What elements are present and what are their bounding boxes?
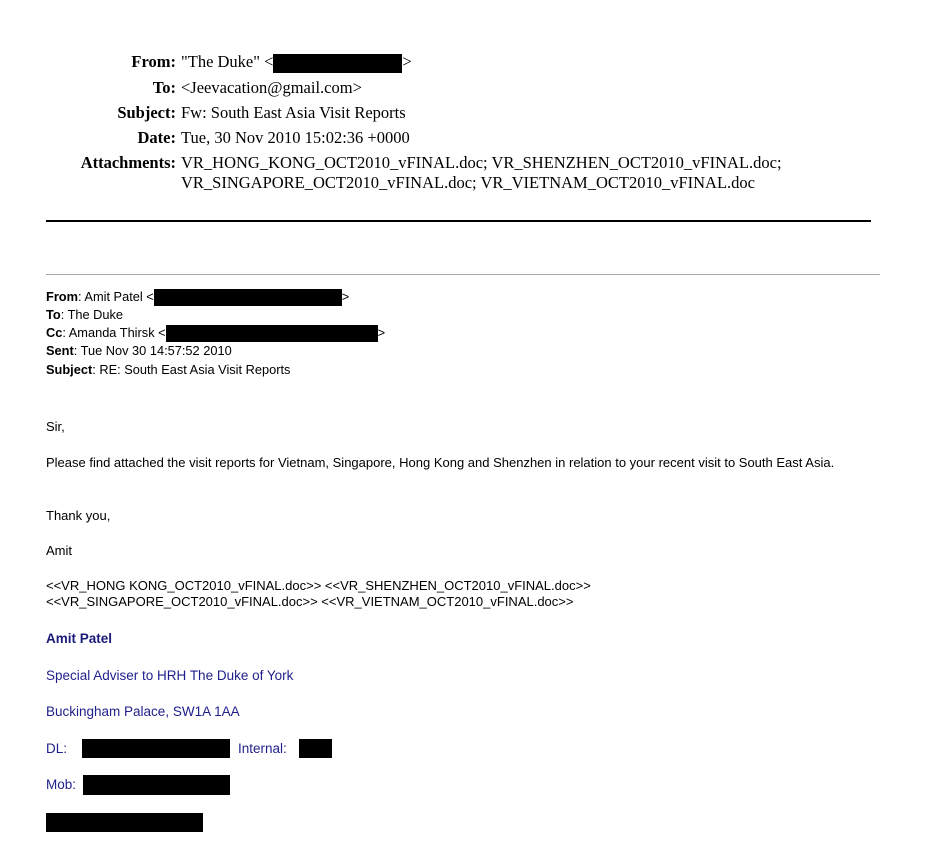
- redaction-bar: [82, 739, 230, 758]
- header-to-label: To:: [152, 78, 176, 97]
- redaction-bar: [83, 775, 230, 795]
- fwd-cc-value: : Amanda Thirsk <: [62, 325, 166, 340]
- fwd-subject-label: Subject: [46, 362, 93, 377]
- fwd-sent-label: Sent: [46, 343, 74, 358]
- signature-title: Special Adviser to HRH The Duke of York: [46, 668, 294, 683]
- fwd-subject-value: : RE: South East Asia Visit Reports: [92, 362, 291, 377]
- attachments-list-line1: <<VR_HONG KONG_OCT2010_vFINAL.doc>> <<VR_SHENZHEN_OCT2010_vFINAL.doc>>: [46, 578, 591, 593]
- header-subject-label: Subject:: [117, 103, 176, 122]
- header-from-close: >: [402, 52, 412, 71]
- signature-dl-row: [46, 741, 67, 757]
- header-from-value: "The Duke" <: [181, 52, 274, 71]
- fwd-from-label: From: [46, 289, 78, 304]
- redaction-bar: [166, 325, 378, 342]
- header-date-label: Date:: [137, 128, 176, 147]
- fwd-cc-row: [46, 325, 385, 342]
- fwd-to-value: : The Duke: [60, 307, 124, 322]
- fwd-from-value: : Amit Patel <: [78, 289, 154, 304]
- signature-address: Buckingham Palace, SW1A 1AA: [46, 704, 240, 719]
- fwd-from-close: >: [341, 289, 350, 304]
- header-attachments-label: Attachments:: [80, 153, 176, 172]
- header-from-label: From:: [131, 52, 176, 71]
- signature-internal-row: [238, 741, 287, 757]
- closing-thanks: Thank you,: [46, 508, 111, 523]
- fwd-subject-row: [46, 362, 290, 377]
- header-subject-value: Fw: South East Asia Visit Reports: [181, 103, 406, 122]
- greeting: Sir,: [46, 419, 65, 434]
- fwd-to-row: [46, 307, 123, 322]
- redaction-bar: [299, 739, 332, 758]
- header-attachments-line2: VR_SINGAPORE_OCT2010_vFINAL.doc; VR_VIETNAM_OCT2010_vFINAL.doc: [181, 173, 755, 192]
- signature-mob-label: Mob:: [46, 777, 77, 792]
- signature-name: Amit Patel: [46, 631, 113, 646]
- fwd-sent-row: [46, 343, 232, 358]
- header-divider: [46, 220, 871, 222]
- header-date-value: Tue, 30 Nov 2010 15:02:36 +0000: [181, 128, 410, 147]
- redaction-bar: [46, 813, 203, 832]
- fwd-from-row: [46, 289, 349, 306]
- sender-first-name: Amit: [46, 543, 72, 558]
- message-separator: [46, 274, 880, 275]
- fwd-cc-close: >: [377, 325, 386, 340]
- body-paragraph: Please find attached the visit reports for Vietnam, Singapore, Hong Kong and Shenzhen in relation to your recent visit to South East Asia.: [46, 455, 835, 470]
- redaction-bar: [154, 289, 342, 306]
- header-attachments-line1: VR_HONG_KONG_OCT2010_vFINAL.doc; VR_SHENZHEN_OCT2010_vFINAL.doc;: [181, 153, 782, 172]
- fwd-to-label: To: [46, 307, 61, 322]
- fwd-sent-value: : Tue Nov 30 14:57:52 2010: [73, 343, 232, 358]
- fwd-cc-label: Cc: [46, 325, 63, 340]
- redaction-bar: [273, 54, 402, 73]
- header-to-value: <Jeevacation@gmail.com>: [181, 78, 362, 97]
- signature-dl-label: DL:: [46, 741, 68, 756]
- signature-mob-row: [46, 777, 76, 793]
- attachments-list-line2: <<VR_SINGAPORE_OCT2010_vFINAL.doc>> <<VR_VIETNAM_OCT2010_vFINAL.doc>>: [46, 594, 574, 609]
- signature-internal-label: Internal:: [238, 741, 287, 756]
